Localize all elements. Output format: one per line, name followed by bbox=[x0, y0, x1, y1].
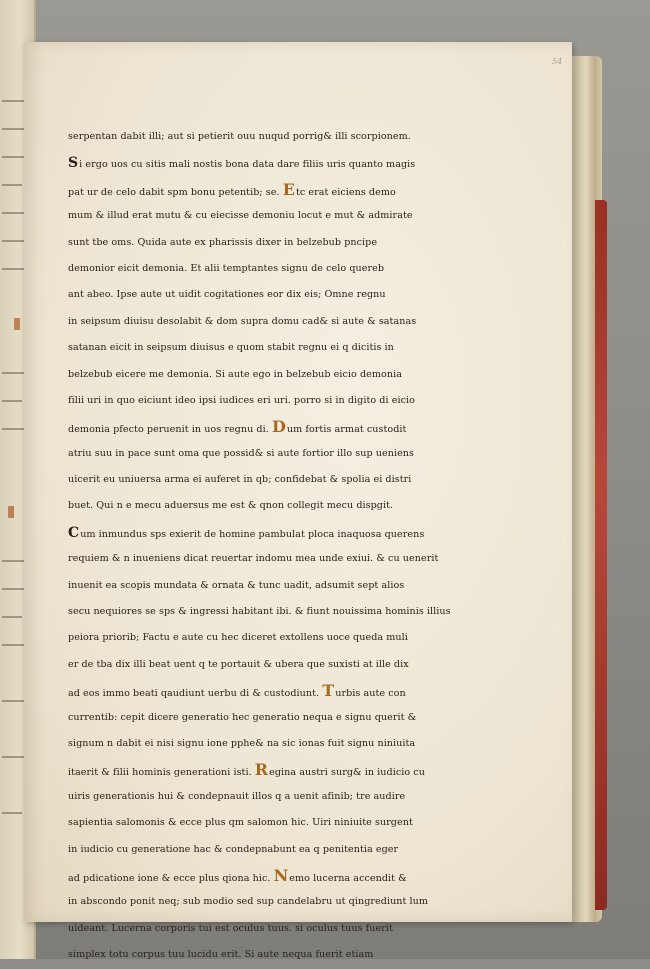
initial-continuation: egina austri surg& in iudicio cu bbox=[269, 767, 425, 779]
line-text: atriu suu in pace sunt oma que possid& si aute fortior illo sup ueniens bbox=[68, 447, 415, 459]
gold-initial: D bbox=[271, 417, 286, 437]
text-line bbox=[68, 784, 488, 810]
text-line bbox=[68, 678, 488, 704]
line-text: uiris generationis hui & condepnauit illos q a uenit afinib; tre audire bbox=[68, 790, 406, 802]
text-line bbox=[68, 414, 488, 440]
manuscript-page bbox=[24, 42, 572, 961]
initial-letter: S bbox=[68, 155, 79, 172]
text-line bbox=[68, 309, 488, 335]
text-line bbox=[68, 177, 488, 203]
text-line bbox=[68, 388, 488, 414]
gold-initial: N bbox=[273, 865, 289, 885]
line-text: simplex totu corpus tuu lucidu erit. Si aute nequa fuerit etiam bbox=[68, 949, 374, 961]
line-text: requiem & n inueniens dicat reuertar indomu mea unde exiui. & cu uenerit bbox=[68, 553, 439, 565]
line-text: in iudicio cu generatione hac & condepnabunt ea q penitentia eger bbox=[68, 843, 399, 855]
initial-continuation: tc erat eiciens demo bbox=[295, 186, 396, 198]
initial-continuation: emo lucerna accendit & bbox=[289, 872, 407, 884]
text-line bbox=[68, 599, 488, 625]
line-text: currentib: cepit dicere generatio hec generatio nequa e signu querit & bbox=[68, 711, 417, 723]
line-text: in abscondo ponit neq; sub modio sed sup candelabru ut qingrediunt lum bbox=[68, 896, 429, 908]
text-line bbox=[68, 757, 488, 783]
text-line bbox=[68, 705, 488, 731]
text-line bbox=[68, 335, 488, 361]
line-text: secu nequiores se sps & ingressi habitant ibi. & fiunt nouissima hominis illius bbox=[68, 606, 451, 618]
line-text: satanan eicit in seipsum diuisus e quom stabit regnu ei q dicitis in bbox=[68, 342, 394, 354]
text-line bbox=[68, 467, 488, 493]
text-line bbox=[68, 546, 488, 572]
line-text: pat ur de celo dabit spm bonu petentib; se. bbox=[68, 186, 283, 198]
gold-initial: E bbox=[282, 179, 295, 199]
text-line bbox=[68, 731, 488, 757]
line-text: itaerit & filii hominis generationi isti. bbox=[68, 767, 255, 779]
line-text: filii uri in quo eiciunt ideo ipsi iudices eri uri. porro si in digito di eicio bbox=[68, 394, 415, 406]
text-line bbox=[68, 203, 488, 229]
line-text: demonia pfecto peruenit in uos regnu di. bbox=[68, 424, 272, 436]
line-text: demonior eicit demonia. Et alii temptantes signu de celo quereb bbox=[68, 262, 385, 274]
text-line bbox=[68, 625, 488, 651]
line-text: um inmundus sps exierit de homine pambulat ploca inaquosa querens bbox=[80, 528, 425, 540]
line-text: belzebub eicere me demonia. Si aute ego in belzebub eicio demonia bbox=[68, 368, 402, 380]
line-text: signum n dabit ei nisi signu ione pphe& na sic ionas fuit signu niniuita bbox=[68, 737, 416, 749]
initial-continuation: urbis aute con bbox=[335, 688, 406, 700]
text-line bbox=[68, 124, 488, 150]
folio-number: 54 bbox=[552, 57, 563, 66]
line-text: er de tba dix illi beat uent q te portauit & ubera que suxisti at ille dix bbox=[68, 658, 409, 670]
red-fore-edge bbox=[595, 200, 607, 910]
text-line bbox=[68, 230, 488, 256]
text-line bbox=[68, 441, 488, 467]
line-text: serpentan dabit illi; aut si petierit ouu nuqud porrig& illi scorpionem. bbox=[68, 131, 411, 142]
line-text: inuenit ea scopis mundata & ornata & tunc uadit, adsumit sept alios bbox=[68, 579, 405, 591]
text-line bbox=[68, 863, 488, 889]
text-line bbox=[68, 150, 488, 176]
text-line bbox=[68, 810, 488, 836]
line-text: ad eos immo beati qaudiunt uerbu di & custodiunt. bbox=[68, 688, 323, 700]
line-text: uicerit eu uniuersa arma ei auferet in qb; confidebat & spolia ei distri bbox=[68, 474, 412, 486]
initial-letter: C bbox=[68, 524, 80, 541]
text-line bbox=[68, 256, 488, 282]
line-text: uideant. Lucerna corporis tui est oculus tuus. si oculus tuus fuerit bbox=[68, 922, 393, 934]
line-text: i ergo uos cu sitis mali nostis bona data dare filiis uris quanto magis bbox=[79, 159, 416, 171]
text-line bbox=[68, 942, 488, 968]
text-line bbox=[68, 573, 488, 599]
line-text: mum & illud erat mutu & cu eiecisse demoniu locut e mut & admirate bbox=[68, 210, 413, 222]
gold-initial: R bbox=[254, 760, 269, 780]
initial-continuation: um fortis armat custodit bbox=[286, 424, 407, 436]
line-text: in seipsum diuisu desolabit & dom supra domu cad& si aute & satanas bbox=[68, 315, 417, 327]
line-text: peiora priorib; Factu e aute cu hec diceret extollens uoce queda muli bbox=[68, 632, 408, 644]
gold-initial: T bbox=[322, 681, 335, 701]
line-text: ad pdicatione ione & ecce plus qiona hic. bbox=[68, 872, 274, 884]
text-line bbox=[68, 362, 488, 388]
text-line bbox=[68, 282, 488, 308]
text-line bbox=[68, 493, 488, 519]
line-text: ant abeo. Ipse aute ut uidit cogitationes eor dix eis; Omne regnu bbox=[68, 289, 386, 301]
text-column bbox=[68, 124, 488, 969]
line-text: buet. Qui n e mecu aduersus me est & qnon collegit mecu dispgit. bbox=[68, 500, 394, 512]
line-text: sunt tbe oms. Quida aute ex pharissis dixer in belzebub pncipe bbox=[68, 236, 378, 248]
text-line bbox=[68, 652, 488, 678]
text-line bbox=[68, 889, 488, 915]
text-line bbox=[68, 520, 488, 546]
text-line bbox=[68, 916, 488, 942]
text-line bbox=[68, 837, 488, 863]
line-text: sapientia salomonis & ecce plus qm salomon hic. Uiri niniuite surgent bbox=[68, 817, 413, 829]
